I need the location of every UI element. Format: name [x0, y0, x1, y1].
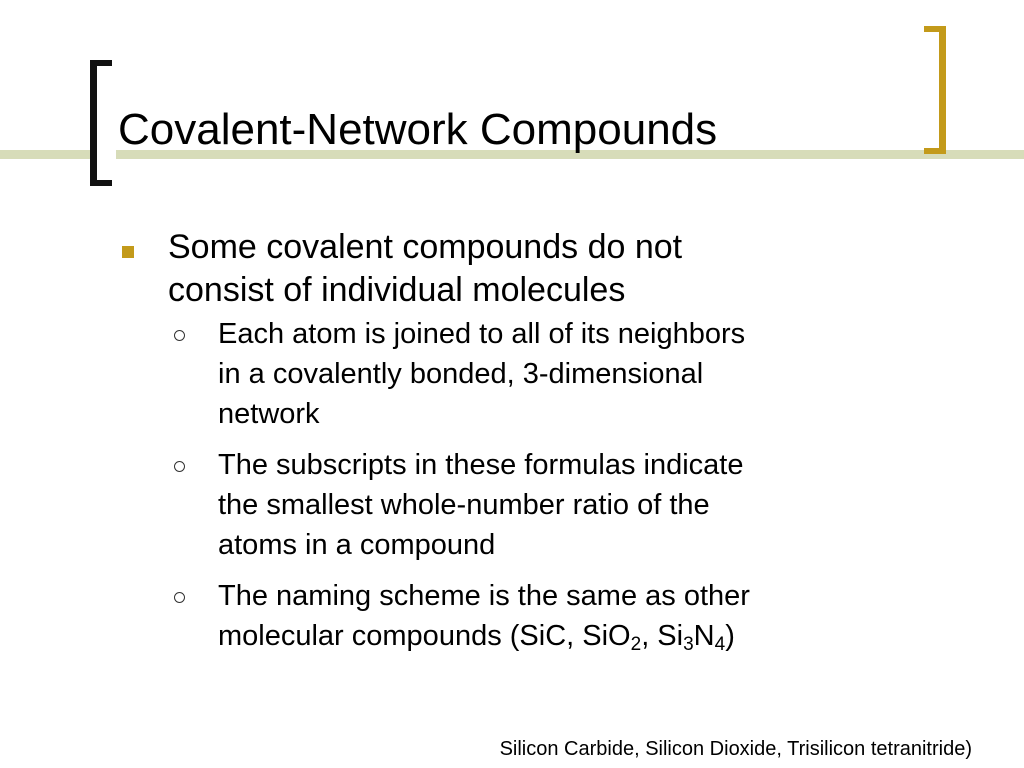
subscript: 3 — [683, 634, 694, 655]
sub-bullet-list — [120, 314, 980, 656]
bullet-item — [120, 226, 980, 312]
formula-text: ) — [725, 620, 735, 652]
ring-bullet-icon — [174, 330, 185, 341]
slide-title: Covalent-Network Compounds — [118, 105, 718, 154]
sub-bullet-line-formulas — [218, 616, 980, 656]
sub-bullet-line: in a covalently bonded, 3-dimensional — [218, 358, 704, 390]
square-bullet-icon — [122, 246, 134, 258]
sub-bullet-line: the smallest whole-number ratio of the — [218, 489, 710, 521]
left-bracket-decoration — [90, 60, 112, 186]
sub-bullet-line: The subscripts in these formulas indicate — [218, 449, 744, 481]
sub-bullet-item — [168, 445, 980, 565]
sub-bullet-line: atoms in a compound — [218, 529, 496, 561]
footnote: Silicon Carbide, Silicon Dioxide, Trisilicon tetranitride) — [499, 738, 972, 760]
sub-bullet-item — [168, 576, 980, 656]
ring-bullet-icon — [174, 461, 185, 472]
slide-body — [120, 226, 980, 667]
sub-bullet-item — [168, 314, 980, 434]
ring-bullet-icon — [174, 592, 185, 603]
formula-text: N — [693, 620, 715, 652]
subscript: 2 — [630, 634, 642, 655]
formula-text: molecular compounds (SiC, SiO — [218, 620, 631, 652]
sub-bullet-line: network — [218, 398, 320, 430]
formula-text: , Si — [641, 620, 684, 652]
bullet-text-line: Some covalent compounds do not — [168, 228, 683, 266]
bullet-text-line: consist of individual molecules — [168, 271, 626, 309]
sub-bullet-line: Each atom is joined to all of its neighbors — [218, 318, 746, 350]
sub-bullet-line: The naming scheme is the same as other — [218, 580, 750, 612]
right-bracket-decoration — [924, 26, 946, 154]
subscript: 4 — [714, 634, 726, 655]
